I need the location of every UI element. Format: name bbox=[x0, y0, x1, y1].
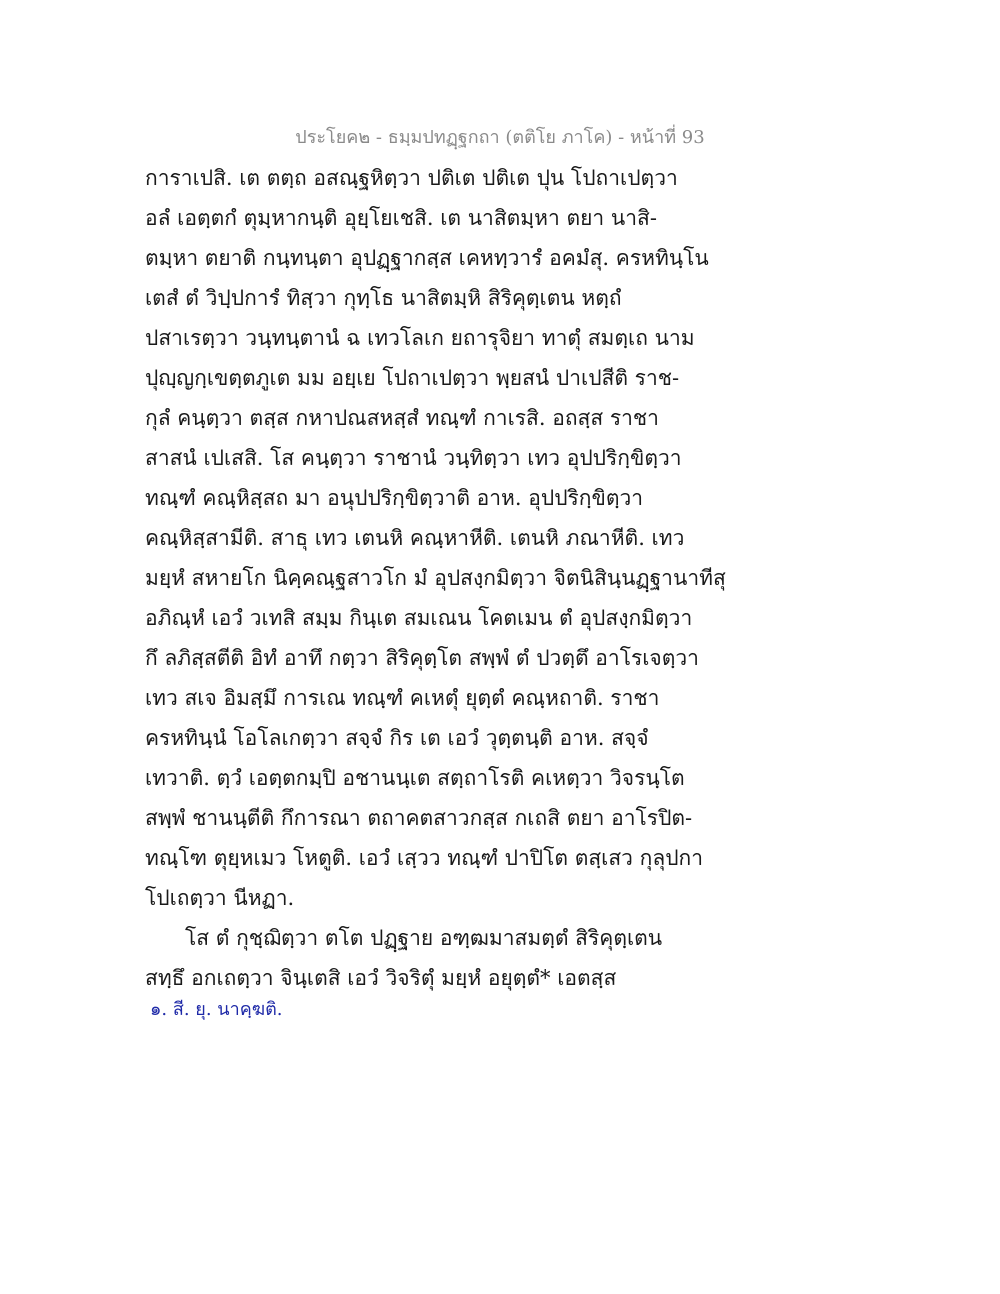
page-header: ประโยค๒ - ธมฺมปทฏฺฐกถา (ตติโย ภาโค) - หน้าที่ 93 bbox=[295, 127, 705, 148]
text-line: ปสาเรตฺวา วนฺทนฺตานํ ฉ เทวโลเก ยถารุจิยา ทาตุํ สมตฺเถ นาม bbox=[145, 326, 695, 350]
text-line: ครหทินฺนํ โอโลเกตฺวา สจฺจํ กิร เต เอวํ วุตฺตนฺติ อาห. สจฺจํ bbox=[145, 726, 649, 750]
text-line: ปุญฺญกฺเขตฺตภูเต มม อยฺเย โปถาเปตฺวา พฺยสนํ ปาเปสีติ ราช- bbox=[145, 366, 680, 390]
text-line: โปเถตฺวา นีหฏา. bbox=[145, 886, 295, 910]
text-line: มยฺหํ สหายโก นิคฺคณฺฐสาวโก มํ อุปสงฺกมิตฺวา จิตนิสินฺนฏฺฐานาทีสุ bbox=[145, 566, 726, 590]
text-line: สพฺพํ ชานนฺตีติ กึการณา ตถาคตสาวกสฺส กเถสิ ตยา อาโรปิต- bbox=[145, 806, 693, 830]
text-line: เทวาติ. ตฺวํ เอตฺตกมฺปิ อชานนฺเต สตฺถาโรติ คเหตฺวา วิจรนฺโต bbox=[145, 766, 685, 790]
text-line: อภิณฺหํ เอวํ วเทสิ สมฺม กินฺเต สมเณน โคตเมน ตํ อุปสงฺกมิตฺวา bbox=[145, 606, 693, 630]
text-line: กุลํ คนฺตฺวา ตสฺส กหาปณสหสฺสํ ทณฺฑํ กาเรสิ. อถสฺส ราชา bbox=[145, 406, 659, 430]
footnote: ๑. สี. ยุ. นาคฺฆติ. bbox=[150, 999, 283, 1020]
text-line: กึ ลภิสฺสตีติ อิทํ อาทึ กตฺวา สิริคุตฺโต สพฺพํ ตํ ปวตฺตึ อาโรเจตฺวา bbox=[145, 646, 699, 670]
text-line: เทว สเจ อิมสฺมึ การเณ ทณฺฑํ คเหตุํ ยุตฺตํ คณฺหถาติ. ราชา bbox=[145, 686, 660, 710]
text-line: ทณฺโฑ ตุยฺหเมว โหตูติ. เอวํ เสฺวว ทณฺฑํ ปาปิโต ตสฺเสว กุลุปกา bbox=[145, 846, 704, 870]
text-line: คณฺหิสฺสามีติ. สาธุ เทว เตนหิ คณฺหาหีติ. เตนหิ ภณาหีติ. เทว bbox=[145, 526, 685, 550]
text-line: ตมฺหา ตยาติ กนฺทนฺตา อุปฏฺฐากสฺส เคหทฺวารํ อคมํสุ. ครหทินฺโน bbox=[145, 246, 709, 270]
text-line: ทณฺฑํ คณฺหิสฺสถ มา อนุปปริกฺขิตฺวาติ อาห. อุปปริกฺขิตฺวา bbox=[145, 486, 644, 510]
body-text bbox=[145, 158, 865, 998]
text-line: สาสนํ เปเสสิ. โส คนฺตฺวา ราชานํ วนฺทิตฺวา เทว อุปปริกฺขิตฺวา bbox=[145, 446, 682, 470]
text-line: เตสํ ตํ วิปฺปการํ ทิสฺวา กุทฺโธ นาสิตมฺหิ สิริคุตฺเตน หตฺถํ bbox=[145, 286, 622, 310]
text-line: สทฺธึ อกเถตฺวา จินฺเตสิ เอวํ วิจริตุํ มยฺหํ อยุตฺตํ* เอตสฺส bbox=[145, 966, 617, 990]
text-line: การาเปสิ. เต ตตฺถ อสณฺฐหิตฺวา ปติเต ปติเต ปุน โปถาเปตฺวา bbox=[145, 166, 678, 190]
paragraph-start-line: โส ตํ กุชฺฌิตฺวา ตโต ปฏฺฐาย อฑฺฒมาสมตฺตํ สิริคุตฺเตน bbox=[185, 926, 663, 950]
text-line: อลํ เอตฺตกํ ตุมฺหากนฺติ อุยฺโยเชสิ. เต นาสิตมฺหา ตยา นาสิ- bbox=[145, 206, 657, 230]
